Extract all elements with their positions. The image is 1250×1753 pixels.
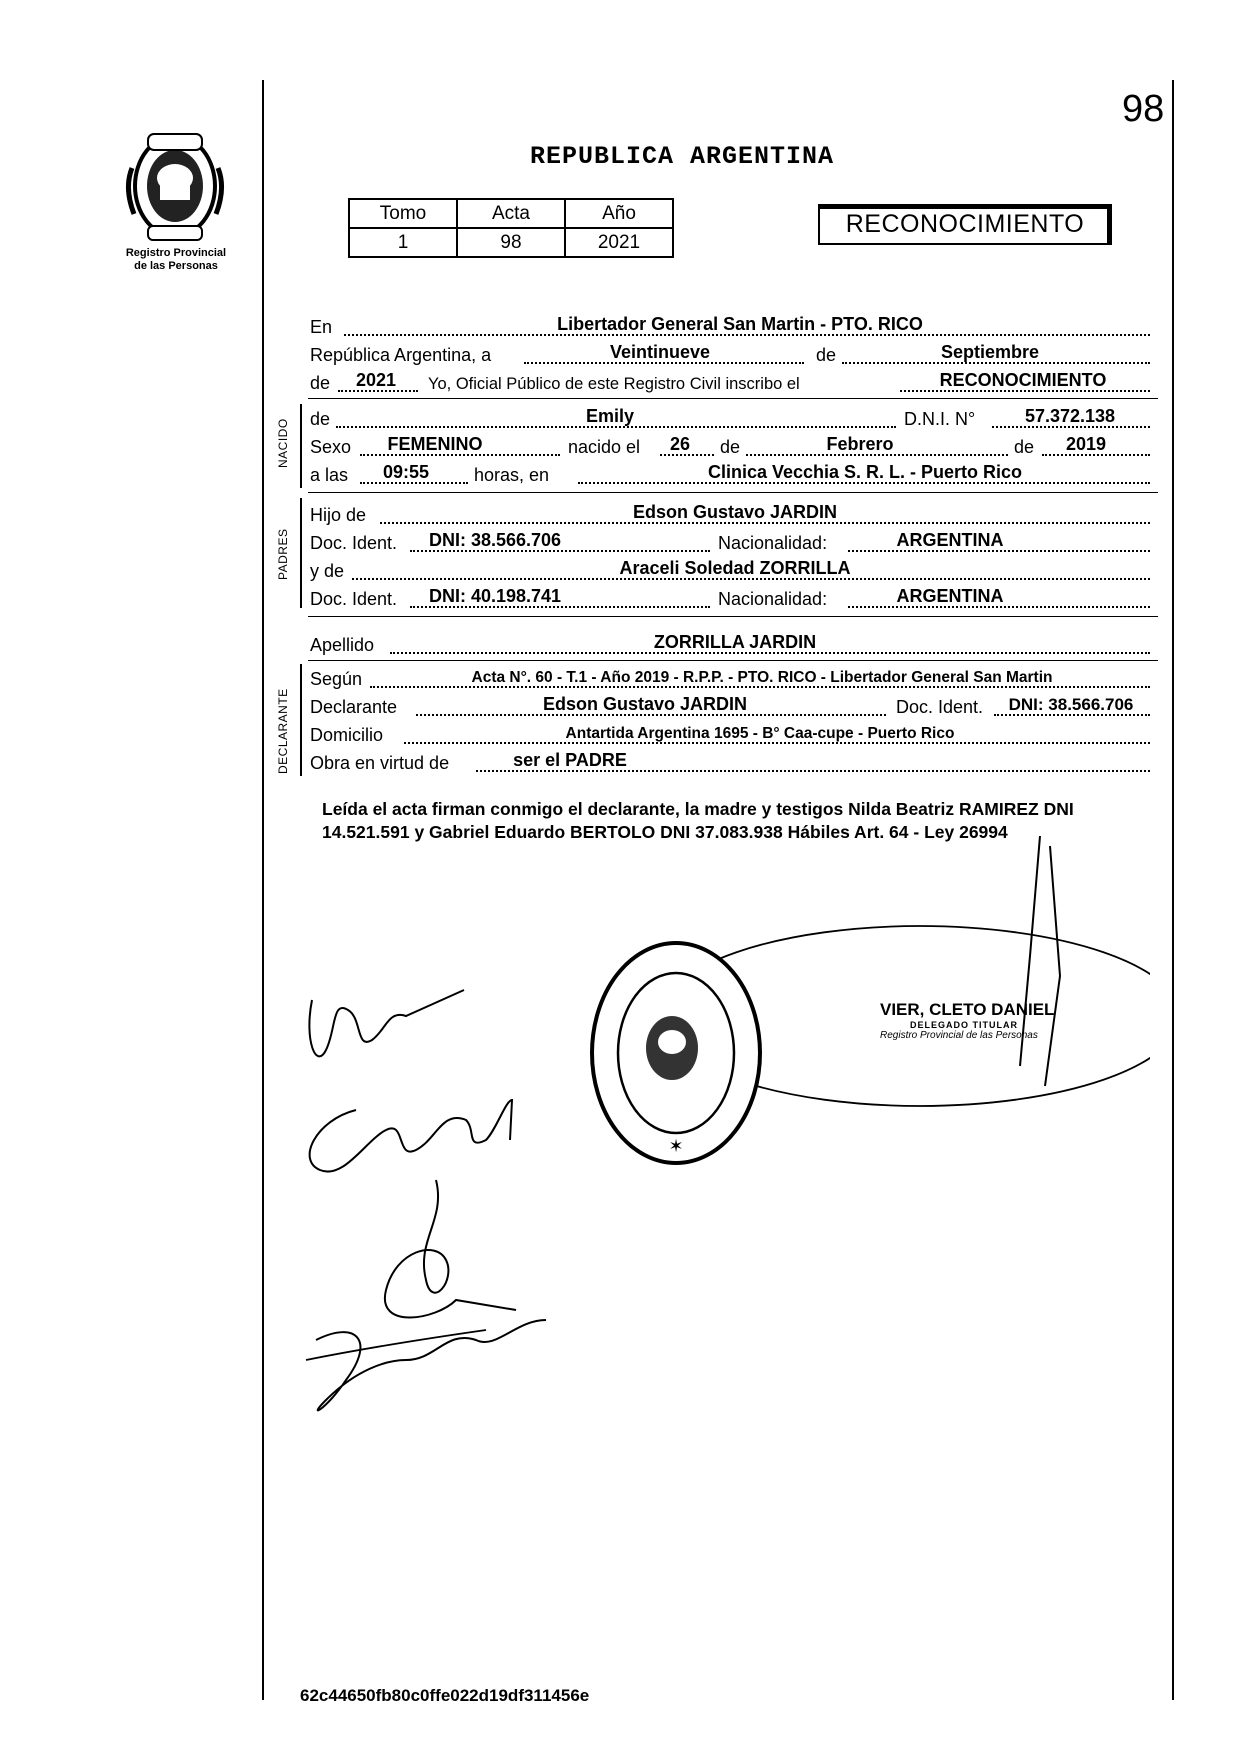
table-header-ano: Año (565, 199, 673, 228)
row-year (310, 368, 1150, 394)
registry-label-line2: de las Personas (134, 260, 218, 272)
table-header-acta: Acta (457, 199, 565, 228)
row-domicilio (310, 720, 1150, 746)
month-value: Septiembre (940, 342, 1040, 362)
year-value: 2021 (355, 370, 397, 390)
row-mother (310, 556, 1150, 582)
en-value: Libertador General San Martin - PTO. RICO (557, 314, 923, 334)
right-margin-line (1172, 80, 1174, 1700)
en-label: En (310, 317, 333, 337)
child-name-value: Emily (585, 406, 635, 426)
official-block (880, 1000, 1100, 1110)
row-segun (310, 664, 1150, 690)
hijo-de-label: Hijo de (310, 505, 367, 525)
oficial-text: Yo, Oficial Público de este Registro Civil inscribo el (428, 375, 800, 393)
birth-day-value: 26 (669, 434, 691, 454)
birth-year-value: 2019 (1065, 434, 1107, 454)
province-seal (118, 128, 232, 246)
registry-label (96, 247, 256, 273)
father-name-value: Edson Gustavo JARDIN (632, 502, 838, 522)
sexo-value: FEMENINO (387, 434, 483, 454)
declarante-label: Declarante (310, 697, 398, 717)
svg-text:✶: ✶ (668, 1136, 684, 1156)
section-bracket (300, 498, 302, 608)
declarante-value: Edson Gustavo JARDIN (542, 694, 748, 714)
a-las-label: a las (310, 465, 349, 485)
birth-de-label: de (720, 437, 741, 457)
section-bracket (300, 404, 302, 488)
page-number: 98 (1122, 88, 1165, 130)
row-declarante (310, 692, 1150, 718)
father-doc-label: Doc. Ident. (310, 533, 398, 553)
section-separator (308, 616, 1158, 617)
row-obra (310, 748, 1150, 774)
y-de-label: y de (310, 561, 345, 581)
table-header-tomo: Tomo (349, 199, 457, 228)
obra-label: Obra en virtud de (310, 753, 450, 773)
child-dni-value: 57.372.138 (1024, 406, 1116, 426)
obra-value: ser el PADRE (513, 750, 627, 770)
official-role: DELEGADO TITULAR (910, 1020, 1018, 1030)
de2-label: de (310, 373, 331, 393)
section-separator (308, 660, 1158, 661)
nacido-de-label: de (310, 409, 331, 429)
document-hash: 62c44650fb80c0ffe022d19df311456e (300, 1686, 590, 1705)
table-cell-ano: 2021 (565, 228, 673, 257)
declarante-doc-label: Doc. Ident. (896, 697, 984, 717)
row-date (310, 340, 1150, 366)
day-value: Veintinueve (609, 342, 711, 362)
mother-nat-label: Nacionalidad: (718, 589, 828, 609)
row-time (310, 460, 1150, 486)
row-apellido (310, 630, 1150, 656)
section-bracket (300, 664, 302, 776)
republica-label: República Argentina, a (310, 345, 492, 365)
inscribe-value: RECONOCIMIENTO (939, 370, 1107, 390)
segun-label: Según (310, 669, 363, 689)
closing-text: Leída el acta firman conmigo el declarante, la madre y testigos Nilda Beatriz RAMIREZ DNI 14.521.591 y Gabriel Eduardo BERTOLO DNI 37.083.938 Hábiles Art. 64 - Ley 26994 (322, 799, 1074, 842)
father-nat-label: Nacionalidad: (718, 533, 828, 553)
row-en (310, 312, 1150, 338)
dni-label: D.N.I. N° (904, 409, 976, 429)
row-mother-doc (310, 584, 1150, 610)
birth-de2-label: de (1014, 437, 1035, 457)
registry-label-line1: Registro Provincial (125, 247, 227, 259)
section-separator (308, 492, 1158, 493)
register-table (348, 198, 674, 258)
apellido-label: Apellido (310, 635, 375, 655)
padres-side-label: PADRES (276, 528, 290, 580)
domicilio-value: Antartida Argentina 1695 - B° Caa-cupe - Puerto Rico (565, 725, 955, 742)
sexo-label: Sexo (310, 437, 352, 457)
segun-value: Acta N°. 60 - T.1 - Año 2019 - R.P.P. - PTO. RICO - Libertador General San Martin (471, 669, 1053, 686)
declarante-side-label: DECLARANTE (276, 688, 290, 774)
row-sex (310, 432, 1150, 458)
row-father (310, 500, 1150, 526)
table-cell-acta: 98 (457, 228, 565, 257)
domicilio-label: Domicilio (310, 725, 384, 745)
mother-name-value: Araceli Soledad ZORRILLA (619, 558, 851, 578)
mother-nat-value: ARGENTINA (896, 586, 1004, 606)
father-doc-value: DNI: 38.566.706 (428, 530, 562, 550)
left-margin-line (262, 80, 264, 1700)
official-name: VIER, CLETO DANIEL (880, 1000, 1055, 1019)
birth-month-value: Febrero (826, 434, 894, 454)
mother-doc-label: Doc. Ident. (310, 589, 398, 609)
official-org: Registro Provincial de las Personas (880, 1030, 1038, 1041)
table-cell-tomo: 1 (349, 228, 457, 257)
nacido-el-label: nacido el (568, 437, 641, 457)
row-father-doc (310, 528, 1150, 554)
nacido-side-label: NACIDO (276, 418, 290, 468)
act-type-box: RECONOCIMIENTO (818, 204, 1112, 245)
father-nat-value: ARGENTINA (896, 530, 1004, 550)
de-label: de (816, 345, 837, 365)
section-separator (308, 398, 1158, 399)
row-name (310, 404, 1150, 430)
page-title: REPUBLICA ARGENTINA (530, 142, 835, 171)
horas-label: horas, en (474, 465, 550, 485)
registry-stamp (586, 938, 766, 1168)
handwritten-signatures (296, 980, 556, 1460)
declarante-doc-value: DNI: 38.566.706 (1008, 695, 1134, 714)
mother-doc-value: DNI: 40.198.741 (428, 586, 562, 606)
birth-place-value: Clinica Vecchia S. R. L. - Puerto Rico (707, 462, 1023, 482)
time-value: 09:55 (382, 462, 430, 482)
apellido-value: ZORRILLA JARDIN (653, 632, 817, 652)
